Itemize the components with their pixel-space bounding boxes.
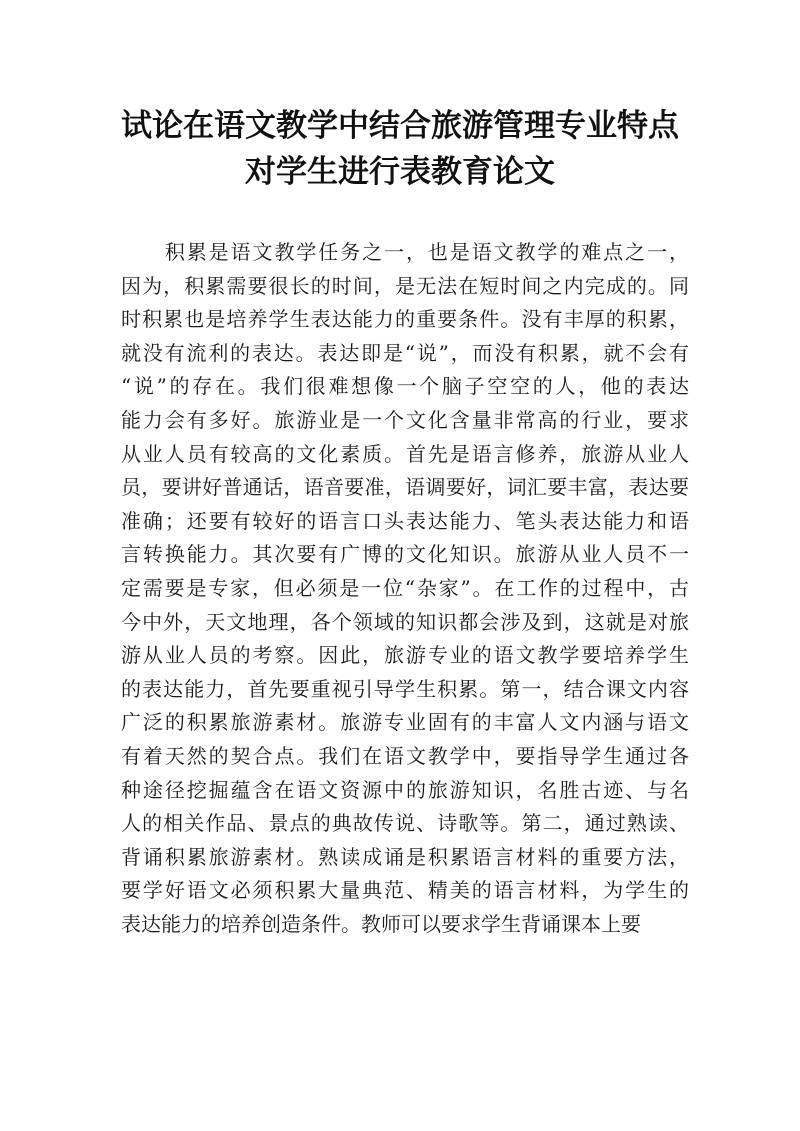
body-line: 员，要讲好普通话，语音要准，语调要好，词汇要丰富，表达要 — [121, 475, 689, 500]
body-line: 能力会有多好。旅游业是一个文化含量非常高的行业，要求 — [121, 407, 689, 432]
body-line: 人的相关作品、景点的典故传说、诗歌等。第二，通过熟读、 — [121, 811, 689, 836]
title-line: 对学生进行表教育论文 — [245, 154, 555, 190]
body-line: 表达能力的培养创造条件。教师可以要求学生背诵课本上要 — [121, 911, 641, 936]
body-line: 因为，积累需要很长的时间，是无法在短时间之内完成的。同 — [121, 273, 689, 298]
body-line: 今中外，天文地理，各个领域的知识都会涉及到，这就是对旅 — [121, 609, 689, 634]
body-line: 就没有流利的表达。表达即是“说”，而没有积累，就不会有 — [121, 340, 689, 365]
body-line: 时积累也是培养学生表达能力的重要条件。没有丰厚的积累， — [121, 307, 689, 332]
body-line: 的表达能力，首先要重视引导学生积累。第一，结合课文内容 — [121, 676, 689, 701]
body-line: “说”的存在。我们很难想像一个脑子空空的人，他的表达 — [121, 374, 689, 399]
document-title — [0, 103, 800, 195]
body-line: 要学好语文必须积累大量典范、精美的语言材料，为学生的 — [121, 878, 689, 903]
body-paragraph — [121, 236, 689, 941]
body-line: 游从业人员的考察。因此，旅游专业的语文教学要培养学生 — [121, 643, 689, 668]
title-line: 试论在语文教学中结合旅游管理专业特点 — [121, 108, 679, 144]
body-line: 积累是语文教学任务之一，也是语文教学的难点之一， — [121, 240, 689, 264]
body-line: 言转换能力。其次要有广博的文化知识。旅游从业人员不一 — [121, 542, 689, 567]
body-line: 定需要是专家，但必须是一位“杂家”。在工作的过程中，古 — [121, 575, 689, 600]
body-line: 广泛的积累旅游素材。旅游专业固有的丰富人文内涵与语文 — [121, 710, 689, 735]
body-line: 从业人员有较高的文化素质。首先是语言修养，旅游从业人 — [121, 441, 689, 466]
body-line: 有着天然的契合点。我们在语文教学中，要指导学生通过各 — [121, 743, 689, 768]
body-line: 背诵积累旅游素材。熟读成诵是积累语言材料的重要方法， — [121, 844, 689, 869]
body-line: 准确；还要有较好的语言口头表达能力、笔头表达能力和语 — [121, 508, 689, 533]
body-line: 种途径挖掘蕴含在语文资源中的旅游知识，名胜古迹、与名 — [121, 777, 689, 802]
